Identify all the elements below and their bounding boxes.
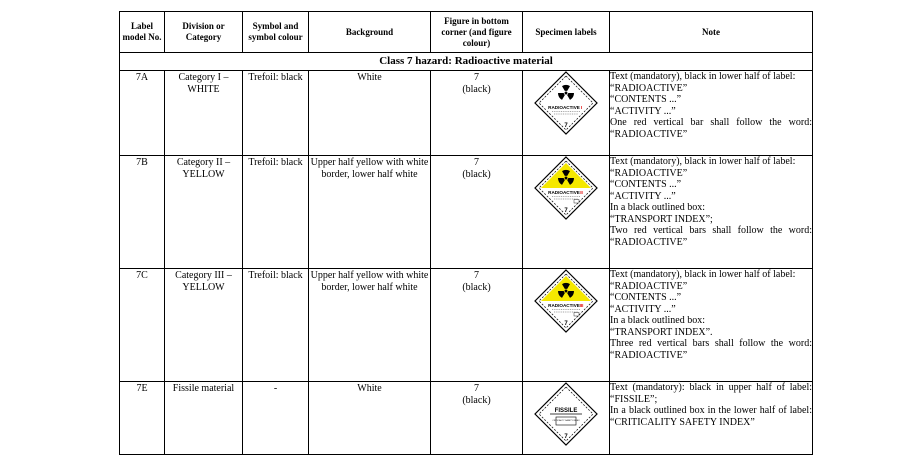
header-row [120, 12, 813, 53]
note-line: In a black outlined box: [610, 202, 705, 213]
model-no-cell [120, 71, 165, 156]
background-cell [309, 71, 431, 156]
note-cell [610, 269, 813, 382]
figure-cell [431, 156, 523, 269]
header-division: Division or Category [165, 12, 243, 53]
model-no-cell [120, 382, 165, 455]
figure-colour: (black) [462, 395, 491, 406]
division-cell-text: Fissile material [172, 383, 235, 394]
label-roman-bars: II [580, 190, 583, 195]
division-cell [165, 156, 243, 269]
note-line: “RADIOACTIVE” [610, 167, 688, 179]
label-roman-bars: III [579, 303, 584, 308]
hazard-label-table [119, 11, 813, 455]
figure-number: 7 [474, 157, 479, 168]
symbol-cell-text: Trefoil: black [248, 270, 303, 281]
specimen-label-7b [534, 156, 598, 220]
symbol-cell [243, 269, 309, 382]
header-model-no: Label model No. [120, 12, 165, 53]
symbol-cell-text: - [273, 383, 278, 394]
header-specimen: Specimen labels [523, 12, 610, 53]
figure-colour: (black) [462, 84, 491, 95]
division-cell [165, 382, 243, 455]
symbol-cell [243, 71, 309, 156]
note-line: “ACTIVITY ...” [610, 303, 676, 315]
table-row [120, 269, 813, 382]
note-line: “TRANSPORT INDEX”; [610, 213, 713, 225]
division-cell-text: Category III – YELLOW [175, 270, 232, 293]
background-cell [309, 269, 431, 382]
note-line: “TRANSPORT INDEX”. [610, 326, 713, 338]
specimen-cell [523, 71, 610, 156]
specimen-cell [523, 269, 610, 382]
figure-colour: (black) [462, 282, 491, 293]
background-cell-text: Upper half yellow with white border, lower half white [310, 157, 429, 180]
note-line: “CONTENTS ...” [610, 94, 682, 105]
header-symbol: Symbol and symbol colour [243, 12, 309, 53]
division-cell-text: Category I – WHITE [178, 72, 229, 95]
figure-cell [431, 269, 523, 382]
specimen-label-7a [534, 71, 598, 135]
specimen-cell [523, 156, 610, 269]
specimen-label-7e [534, 382, 598, 446]
label-class-number: 7 [564, 123, 568, 129]
label-word: RADIOACTIVE [548, 105, 580, 110]
model-no-cell-text: 7C [136, 270, 148, 281]
division-cell [165, 71, 243, 156]
figure-number: 7 [474, 383, 479, 394]
model-no-cell-text: 7B [136, 157, 148, 168]
note-line: In a black outlined box: [610, 315, 705, 326]
label-roman-bars: I [580, 105, 583, 110]
label-class-number: 7 [564, 434, 568, 440]
note-line: Text (mandatory), black in lower half of label: [610, 156, 796, 167]
specimen-cell [523, 382, 610, 455]
class-banner: Class 7 hazard: Radioactive material [120, 53, 813, 71]
note-line: “CONTENTS ...” [610, 292, 682, 303]
note-line: In a black outlined box in the lower half of label: “CRITICALITY SAFETY INDEX” [610, 405, 812, 428]
background-cell-text: White [357, 72, 382, 83]
label-class-number: 7 [564, 208, 568, 214]
note-line: One red vertical bar shall follow the word: “RADIOACTIVE” [610, 117, 812, 140]
specimen-label-7c [534, 269, 598, 333]
label-word: FISSILE [554, 408, 578, 414]
header-figure: Figure in bottom corner (and figure colour) [431, 12, 523, 53]
figure-number: 7 [474, 270, 479, 281]
background-cell-text: White [357, 383, 382, 394]
note-line: “CONTENTS ...” [610, 179, 682, 190]
label-class-number: 7 [564, 321, 568, 327]
note-cell [610, 71, 813, 156]
model-no-cell [120, 156, 165, 269]
header-background: Background [309, 12, 431, 53]
banner-row [120, 53, 813, 71]
model-no-cell [120, 269, 165, 382]
note-line: Three red vertical bars shall follow the word: “RADIOACTIVE” [610, 338, 812, 361]
symbol-cell-text: Trefoil: black [248, 157, 303, 168]
background-cell-text: Upper half yellow with white border, lower half white [310, 270, 429, 293]
model-no-cell-text: 7E [136, 383, 148, 394]
note-line: Two red vertical bars shall follow the word: “RADIOACTIVE” [610, 225, 812, 248]
note-line: “RADIOACTIVE” [610, 280, 688, 292]
division-cell-text: Category II – YELLOW [176, 157, 231, 180]
background-cell [309, 156, 431, 269]
figure-number: 7 [474, 72, 479, 83]
symbol-cell [243, 156, 309, 269]
note-line: Text (mandatory): black in upper half of label: “FISSILE”; [610, 382, 812, 405]
label-word: RADIOACTIVE [548, 190, 580, 195]
table-row [120, 382, 813, 455]
label-sub: CRITICALITY SAFETY INDEX [552, 420, 580, 422]
table-row [120, 156, 813, 269]
header-note: Note [610, 12, 813, 53]
note-line: “ACTIVITY ...” [610, 105, 676, 117]
note-cell [610, 382, 813, 455]
figure-cell [431, 382, 523, 455]
note-line: “RADIOACTIVE” [610, 82, 688, 94]
note-cell [610, 156, 813, 269]
background-cell [309, 382, 431, 455]
division-cell [165, 269, 243, 382]
symbol-cell-text: Trefoil: black [248, 72, 303, 83]
note-line: Text (mandatory), black in lower half of label: [610, 269, 796, 280]
figure-colour: (black) [462, 169, 491, 180]
note-line: “ACTIVITY ...” [610, 190, 676, 202]
table-row [120, 71, 813, 156]
model-no-cell-text: 7A [135, 72, 149, 83]
label-word: RADIOACTIVE [548, 303, 580, 308]
figure-cell [431, 71, 523, 156]
note-line: Text (mandatory), black in lower half of label: [610, 71, 796, 82]
symbol-cell [243, 382, 309, 455]
